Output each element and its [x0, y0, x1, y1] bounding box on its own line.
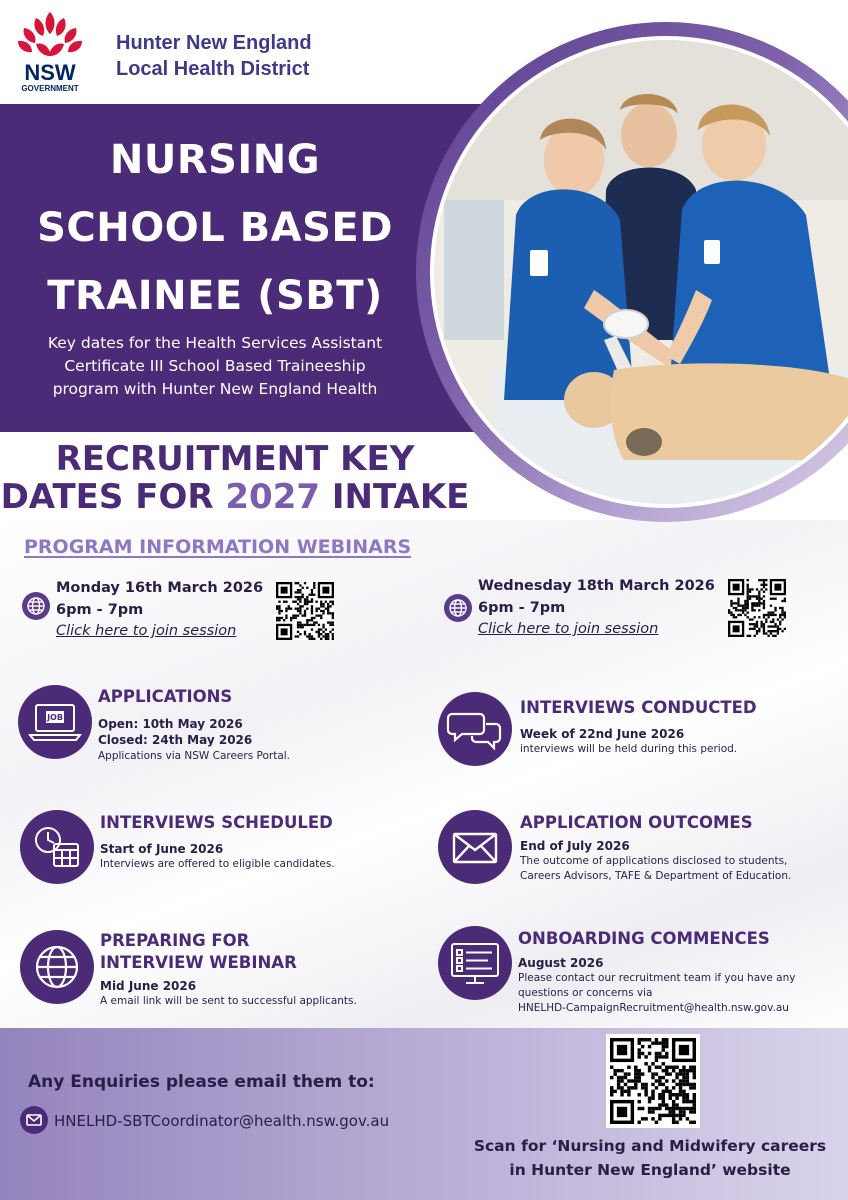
subtitle-line-2: Certificate III School Based Traineeship: [64, 357, 366, 375]
title-line-1: NURSING: [109, 137, 321, 183]
scan-line-1: Scan for ‘Nursing and Midwifery careers: [473, 1137, 827, 1155]
preparing-webinar-desc: A email link will be sent to successful applicants.: [100, 995, 357, 1007]
webinar-1-date: Monday 16th March 2026: [56, 580, 264, 596]
onboarding-desc-line-1: Please contact our recruitment team if you have any: [518, 972, 796, 984]
preparing-webinar-date: Mid June 2026: [100, 979, 197, 993]
webinar-2-qr-code[interactable]: [728, 579, 786, 637]
photo-illustration: [434, 40, 848, 504]
application-outcomes-desc-line-1: The outcome of applications disclosed to students,: [520, 855, 788, 867]
waratah-logo-icon: [10, 8, 90, 94]
onboarding-desc-line-2: questions or concerns via: [518, 987, 653, 999]
interviews-conducted-title: INTERVIEWS CONDUCTED: [520, 698, 757, 717]
intake-year: 2027: [225, 477, 321, 517]
applications-title: APPLICATIONS: [98, 687, 233, 706]
monitor-checklist-icon: [438, 926, 512, 1000]
recruitment-heading-line-1: RECRUITMENT KEY: [55, 439, 415, 479]
subtitle-line-3: program with Hunter New England Health: [52, 380, 378, 398]
page-title: [0, 126, 430, 330]
onboarding-date: August 2026: [518, 956, 604, 970]
globe-icon: [20, 930, 94, 1004]
globe-icon: [444, 594, 472, 622]
onboarding-title: ONBOARDING COMMENCES: [518, 929, 770, 948]
preparing-webinar-title-line-1: PREPARING FOR: [100, 931, 250, 950]
preparing-webinar-title: [100, 930, 297, 974]
subtitle-line-1: Key dates for the Health Services Assistant: [47, 334, 383, 352]
scan-instruction: [460, 1134, 840, 1182]
district-name: [116, 30, 312, 82]
scan-line-2: in Hunter New England’ website: [509, 1161, 791, 1179]
nsw-government-logo: [10, 8, 90, 94]
applications-close-date: Closed: 24th May 2026: [98, 733, 253, 747]
interviews-scheduled-desc: Interviews are offered to eligible candidates.: [100, 858, 335, 870]
district-line-1: Hunter New England: [116, 32, 312, 54]
interviews-conducted-desc: interviews will be held during this period.: [520, 743, 738, 755]
interviews-scheduled-date: Start of June 2026: [100, 842, 224, 856]
enquiries-email-link[interactable]: HNELHD-SBTCoordinator@health.nsw.gov.au: [54, 1112, 390, 1130]
webinars-heading: PROGRAM INFORMATION WEBINARS: [24, 536, 412, 558]
interviews-conducted-date: Week of 22nd June 2026: [520, 727, 685, 741]
district-line-2: Local Health District: [116, 58, 310, 80]
brand-government: GOVERNMENT: [21, 84, 79, 93]
laptop-job-icon: [18, 685, 92, 759]
envelope-icon: [20, 1106, 48, 1134]
heading-pre: DATES FOR: [0, 477, 226, 517]
onboarding-desc: [518, 971, 795, 1016]
enquiries-label: Any Enquiries please email them to:: [28, 1072, 375, 1092]
careers-website-qr-code[interactable]: [606, 1034, 700, 1128]
preparing-webinar-title-line-2: INTERVIEW WEBINAR: [100, 953, 297, 972]
interviews-scheduled-title: INTERVIEWS SCHEDULED: [100, 813, 333, 832]
webinar-1-time: 6pm - 7pm: [56, 602, 144, 618]
envelope-icon: [438, 810, 512, 884]
onboarding-contact-email[interactable]: HNELHD-CampaignRecruitment@health.nsw.gov.au: [518, 1002, 789, 1014]
brand-nsw: NSW: [24, 60, 76, 85]
application-outcomes-desc: [520, 854, 791, 884]
clock-calendar-icon: [20, 810, 94, 884]
recruitment-heading-line-2: [0, 478, 470, 516]
webinar-1-join-link[interactable]: Click here to join session: [56, 623, 237, 639]
recruitment-heading: [0, 440, 470, 516]
webinar-2-date: Wednesday 18th March 2026: [478, 578, 715, 594]
heading-post: INTAKE: [320, 477, 470, 517]
globe-icon: [22, 592, 50, 620]
application-outcomes-desc-line-2: Careers Advisors, TAFE & Department of Education.: [520, 870, 792, 882]
applications-open-date: Open: 10th May 2026: [98, 717, 243, 731]
applications-desc: Applications via NSW Careers Portal.: [98, 750, 291, 762]
page-subtitle: [20, 332, 410, 401]
webinar-2-join-link[interactable]: Click here to join session: [478, 621, 659, 637]
job-icon-text: JOB: [47, 713, 63, 722]
application-outcomes-title: APPLICATION OUTCOMES: [520, 813, 753, 832]
chat-bubbles-icon: [438, 692, 512, 766]
application-outcomes-date: End of July 2026: [520, 839, 630, 853]
webinar-1-qr-code[interactable]: [276, 582, 334, 640]
webinar-2-time: 6pm - 7pm: [478, 600, 566, 616]
title-line-3: TRAINEE (SBT): [47, 273, 383, 319]
title-line-2: SCHOOL BASED: [37, 205, 393, 251]
